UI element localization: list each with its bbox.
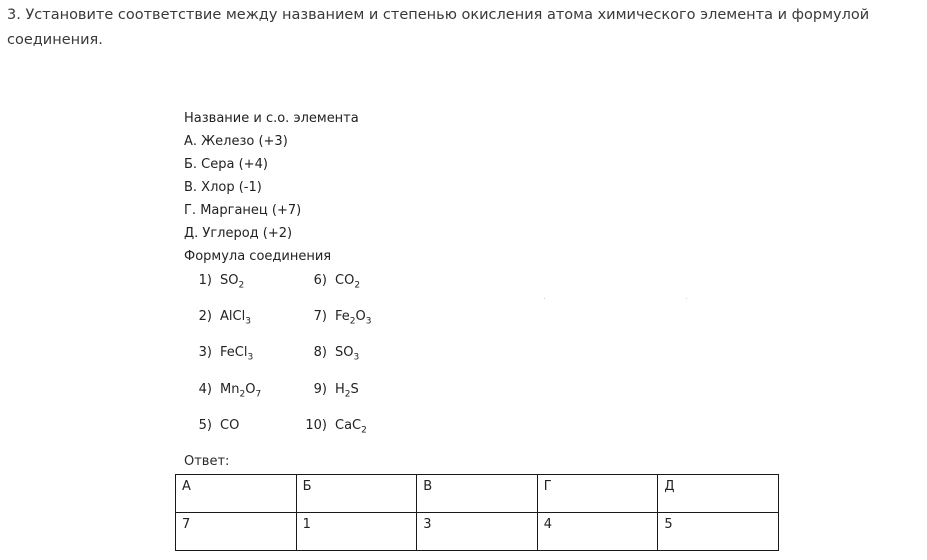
formula-item bbox=[305, 344, 359, 367]
scan-speck bbox=[544, 298, 545, 299]
element-item-a: А. Железо (+3) bbox=[184, 134, 288, 149]
answer-header-cell: Д bbox=[658, 475, 779, 513]
formula-item bbox=[305, 272, 360, 295]
scan-speck bbox=[686, 298, 687, 299]
elements-heading: Название и с.о. элемента bbox=[184, 111, 359, 126]
formula-item bbox=[305, 308, 371, 331]
formula-number: 4) bbox=[198, 382, 212, 397]
formula-item bbox=[190, 272, 244, 295]
answer-header-cell: А bbox=[176, 475, 297, 513]
formulas-heading: Формула соединения bbox=[184, 249, 332, 264]
formula-text: FeCl$_3$ bbox=[220, 345, 254, 363]
element-item-g: Г. Марганец (+7) bbox=[184, 203, 302, 218]
formula-number: 10) bbox=[305, 418, 327, 433]
formula-text: $SO_2$ bbox=[220, 273, 245, 291]
formula-text: AlCl$_3$ bbox=[220, 309, 251, 327]
answer-table bbox=[175, 474, 779, 551]
formula-item bbox=[305, 417, 367, 440]
element-item-v: В. Хлор (-1) bbox=[184, 180, 262, 195]
answer-header-row bbox=[176, 475, 779, 513]
formula-text: CaC$_2$ bbox=[335, 418, 367, 436]
formula-number: 1) bbox=[198, 273, 212, 288]
formula-number: 8) bbox=[313, 345, 327, 360]
formula-text: $H_2S$ bbox=[335, 382, 359, 400]
formula-number: 5) bbox=[198, 418, 212, 433]
formula-item bbox=[190, 344, 253, 367]
formula-item bbox=[190, 308, 251, 331]
formula-number: 6) bbox=[313, 273, 327, 288]
answer-value-cell: 1 bbox=[296, 513, 417, 551]
formula-number: 3) bbox=[198, 345, 212, 360]
formula-text: $Mn_2O_7$ bbox=[220, 382, 262, 400]
answer-label: Ответ: bbox=[184, 454, 230, 469]
formula-text: $Fe_2O_3$ bbox=[335, 309, 372, 327]
formula-item bbox=[305, 381, 359, 404]
formula-item bbox=[190, 381, 261, 404]
formula-text: $CO_2$ bbox=[335, 273, 361, 291]
formula-text: $SO_3$ bbox=[335, 345, 360, 363]
answer-value-cell: 3 bbox=[417, 513, 538, 551]
answer-header-cell: Б bbox=[296, 475, 417, 513]
answer-header-cell: В bbox=[417, 475, 538, 513]
formula-number: 9) bbox=[313, 382, 327, 397]
answer-value-cell: 5 bbox=[658, 513, 779, 551]
formula-number: 7) bbox=[313, 309, 327, 324]
answer-header-cell: Г bbox=[537, 475, 658, 513]
answer-value-row bbox=[176, 513, 779, 551]
formula-number: 2) bbox=[198, 309, 212, 324]
formula-text: CO bbox=[220, 418, 240, 433]
question-text: 3. Установите соответствие между названием и степенью окисления атома химического элемента и формулой соединения. bbox=[7, 7, 870, 48]
element-item-d: Д. Углерод (+2) bbox=[184, 226, 293, 241]
formula-item bbox=[190, 417, 239, 435]
answer-value-cell: 4 bbox=[537, 513, 658, 551]
element-item-b: Б. Сера (+4) bbox=[184, 157, 268, 172]
answer-value-cell: 7 bbox=[176, 513, 297, 551]
